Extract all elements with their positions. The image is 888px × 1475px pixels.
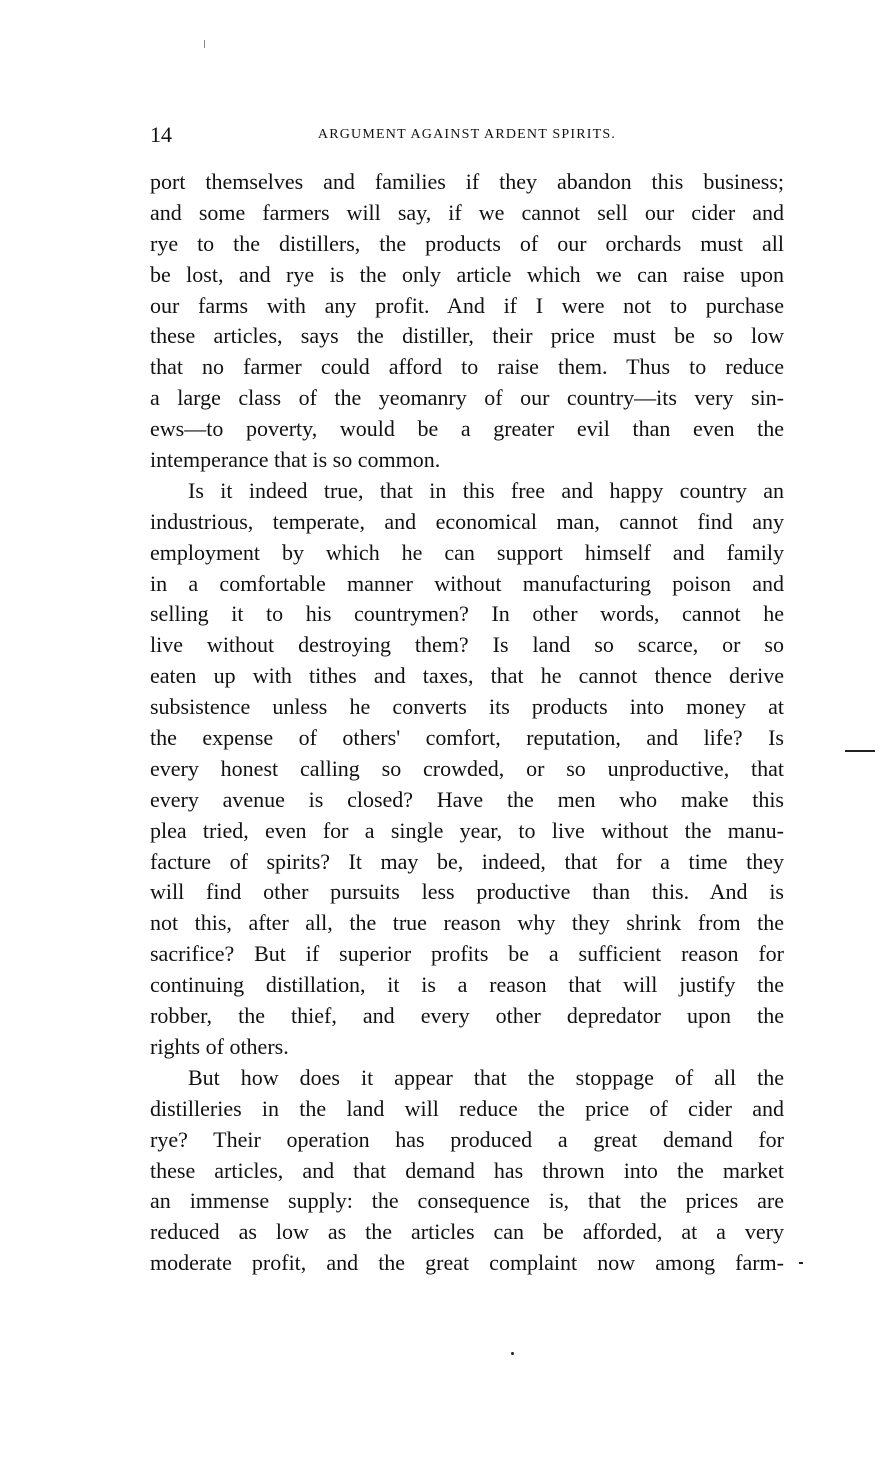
- text-line: port themselves and families if they abandon this business;: [150, 169, 784, 194]
- running-head: ARGUMENT AGAINST ARDENT SPIRITS.: [317, 127, 617, 142]
- text-line: ews—to poverty, would be a greater evil than even the: [150, 416, 784, 442]
- text-line: Is it indeed true, that in this free and happy country an: [188, 477, 784, 503]
- scan-speck: [204, 40, 205, 48]
- scan-speck: [511, 1352, 514, 1355]
- text-line: rye? Their operation has produced a great demand for: [150, 1126, 784, 1152]
- margin-mark: [799, 1262, 803, 1264]
- text-line: rights of others.: [150, 1033, 289, 1059]
- text-line: be lost, and rye is the only article which we can raise upon: [150, 261, 784, 287]
- text-line: a large class of the yeomanry of our country—its very sin-: [150, 385, 784, 411]
- text-line: subsistence unless he converts its products into money at: [150, 694, 784, 720]
- text-line: not this, after all, the true reason why they shrink from the: [150, 910, 784, 936]
- text-line: and some farmers will say, if we cannot sell our cider and: [150, 199, 784, 225]
- paragraph: [150, 1063, 784, 1279]
- body-text: [150, 167, 784, 1279]
- text-line: these articles, and that demand has thrown into the market: [150, 1157, 784, 1183]
- text-line: every avenue is closed? Have the men who make this: [150, 786, 784, 812]
- page-number: 14: [150, 122, 172, 147]
- text-line: reduced as low as the articles can be afforded, at a very: [150, 1219, 784, 1245]
- text-line: moderate profit, and the great complaint now among farm-: [150, 1250, 784, 1276]
- page-header: [150, 122, 784, 148]
- paragraph: [150, 167, 784, 476]
- text-line: eaten up with tithes and taxes, that he cannot thence derive: [150, 663, 784, 689]
- text-line: facture of spirits? It may be, indeed, that for a time they: [150, 848, 784, 874]
- text-line: our farms with any profit. And if I were not to purchase: [150, 292, 784, 318]
- text-line: that no farmer could afford to raise them. Thus to reduce: [150, 354, 784, 380]
- text-line: in a comfortable manner without manufacturing poison and: [150, 570, 784, 596]
- text-line: But how does it appear that the stoppage of all the: [188, 1064, 784, 1090]
- margin-mark: [845, 750, 875, 752]
- text-line: continuing distillation, it is a reason that will justify the: [150, 972, 784, 998]
- text-line: robber, the thief, and every other depredator upon the: [150, 1003, 784, 1029]
- text-line: the expense of others' comfort, reputation, and life? Is: [150, 725, 784, 751]
- text-line: an immense supply: the consequence is, that the prices are: [150, 1188, 784, 1214]
- text-line: sacrifice? But if superior profits be a sufficient reason for: [150, 941, 784, 967]
- text-line: live without destroying them? Is land so scarce, or so: [150, 632, 784, 658]
- text-line: every honest calling so crowded, or so unproductive, that: [150, 755, 784, 781]
- text-line: employment by which he can support himself and family: [150, 539, 784, 565]
- text-line: plea tried, even for a single year, to live without the manu-: [150, 817, 784, 843]
- text-line: rye to the distillers, the products of our orchards must all: [150, 230, 784, 256]
- text-line: intemperance that is so common.: [150, 447, 441, 473]
- text-line: selling it to his countrymen? In other words, cannot he: [150, 601, 784, 627]
- text-line: will find other pursuits less productive than this. And is: [150, 879, 784, 905]
- text-line: distilleries in the land will reduce the price of cider and: [150, 1095, 784, 1121]
- text-line: these articles, says the distiller, their price must be so low: [150, 323, 784, 349]
- text-line: industrious, temperate, and economical man, cannot find any: [150, 508, 784, 534]
- paragraph: [150, 476, 784, 1063]
